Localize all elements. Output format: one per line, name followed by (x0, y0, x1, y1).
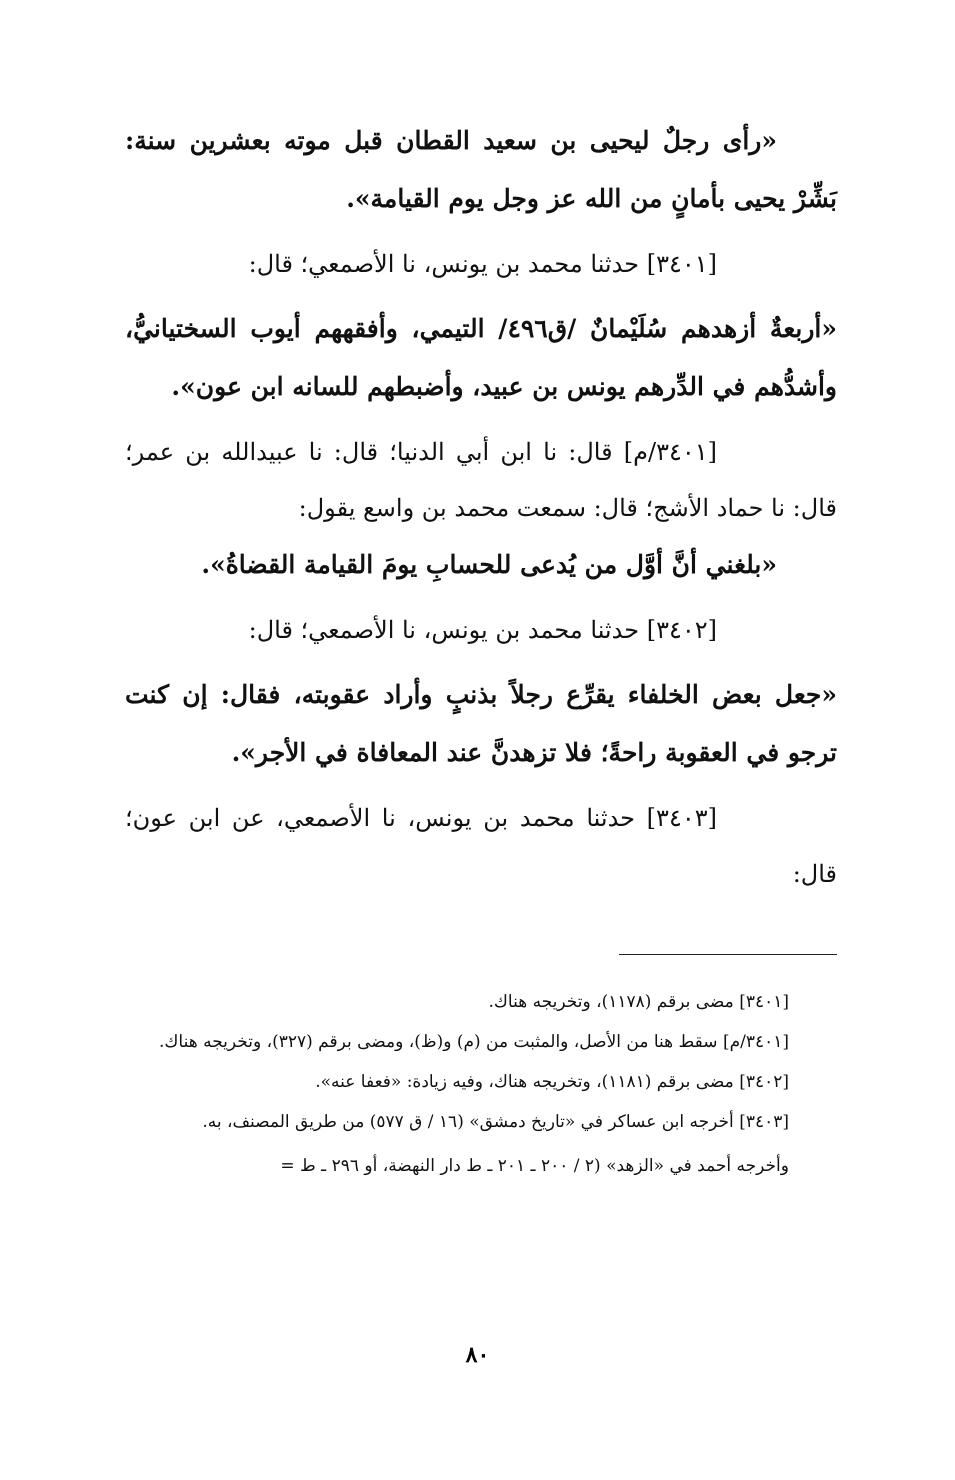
page-number: ٨٠ (465, 1342, 490, 1368)
isnad-text: حدثنا محمد بن يونس، نا الأصمعي؛ قال: (248, 250, 640, 278)
footnote-divider (619, 954, 837, 955)
entry-number: [٣٤٠٢] (646, 616, 717, 644)
footnote-3403 (125, 1102, 837, 1142)
quote-3400-continuation: «رأى رجلٌ ليحيى بن سعيد القطان قبل موته بعشرين سنة: بَشِّرْ يحيى بأمانٍ من الله عز وجل يوم القيامة». (125, 126, 837, 213)
quote-3401m: «بلغني أنَّ أوَّل من يُدعى للحسابِ يومَ القيامة القضاةُ». (201, 550, 777, 579)
footnote-number: [٣٤٠٣] (739, 1112, 789, 1132)
footnote-number: [٣٤٠١] (739, 992, 789, 1012)
quote-3401: «أربعةٌ أزهدهم سُلَيْمانٌ /ق٤٩٦/ التيمي، وأفقههم أيوب السختيانيُّ، وأشدُّهم في الدِّرهم يونس بن عبيد، وأضبطهم للسانه ابن عون». (125, 314, 837, 401)
entry-3401m-chain (125, 424, 837, 536)
quote-3402: «جعل بعض الخلفاء يقرِّع رجلاً بذنبٍ وأراد عقوبته، فقال: إن كنت ترجو في العقوبة راحةً؛ فلا تزهدنَّ عند المعافاة في الأجر». (125, 680, 837, 767)
entry-number: [٣٤٠١] (646, 250, 717, 278)
footnote-3402 (125, 1062, 837, 1102)
footnote-number: [٣٤٠١/م] (722, 1032, 789, 1052)
isnad-text: قال: نا ابن أبي الدنيا؛ قال: نا عبيدالله بن عمر؛ قال: نا حماد الأشج؛ قال: سمعت محمد بن واسع يقول: (125, 438, 837, 522)
entry-3403-chain (125, 790, 837, 902)
entry-3401-chain (125, 236, 837, 292)
entry-number: [٣٤٠٣] (646, 804, 717, 832)
footnotes (125, 982, 837, 1186)
footnote-3403-continued: وأخرجه أحمد في «الزهد» (٢ / ٢٠٠ ـ ٢٠١ ـ ط دار النهضة، أو ٢٩٦ ـ ط = (280, 1156, 789, 1176)
isnad-text: حدثنا محمد بن يونس، نا الأصمعي؛ قال: (248, 616, 640, 644)
footnote-3401 (125, 982, 837, 1022)
footnote-number: [٣٤٠٢] (739, 1072, 789, 1092)
isnad-text: حدثنا محمد بن يونس، نا الأصمعي، عن ابن عون؛ قال: (125, 804, 837, 888)
footnote-text: مضى برقم (١١٨١)، وتخريجه هناك، وفيه زيادة: «فعفا عنه». (315, 1072, 734, 1092)
footnote-text: سقط هنا من الأصل، والمثبت من (م) و(ظ)، ومضى برقم (٣٢٧)، وتخريجه هناك. (159, 1032, 718, 1052)
entry-number: [٣٤٠١/م] (623, 438, 717, 466)
footnote-text: أخرجه ابن عساكر في «تاريخ دمشق» (١٦ / ق ٥٧٧) من طريق المصنف، به. (202, 1112, 734, 1132)
footnote-3401m (125, 1022, 837, 1062)
page-body (125, 112, 837, 1442)
entry-3402-chain (125, 602, 837, 658)
footnote-text: مضى برقم (١١٧٨)، وتخريجه هناك. (488, 992, 734, 1012)
